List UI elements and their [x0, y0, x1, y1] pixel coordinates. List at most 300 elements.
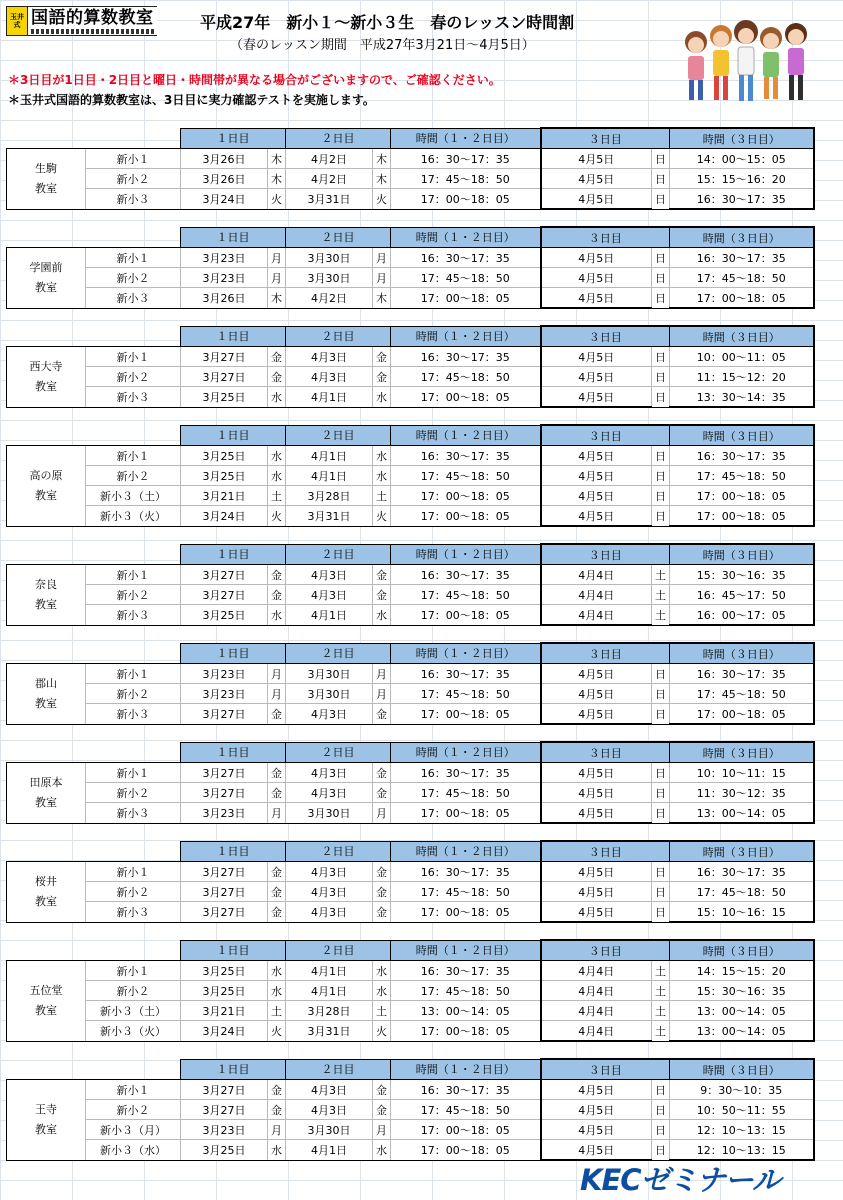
time3-cell: 16：30～17：35: [670, 248, 814, 268]
table-row: [7, 268, 814, 288]
day1-date-cell: 3月27日: [181, 902, 268, 923]
time3-cell: 16：30～17：35: [670, 862, 814, 882]
day1-date-cell: 3月25日: [181, 446, 268, 466]
table-row: [7, 664, 814, 684]
day1-weekday-cell: 金: [268, 902, 286, 923]
day1-date-cell: 3月27日: [181, 704, 268, 725]
day2-date-cell: 4月1日: [286, 466, 373, 486]
school-name: 田原本: [29, 775, 63, 789]
day3-date-cell: 4月5日: [541, 704, 652, 725]
day1-weekday-cell: 月: [268, 248, 286, 268]
time3-cell: 17：45～18：50: [670, 466, 814, 486]
time3-cell: 16：30～17：35: [670, 446, 814, 466]
day1-weekday-cell: 金: [268, 585, 286, 605]
day3-date-cell: 4月5日: [541, 169, 652, 189]
day3-date-cell: 4月5日: [541, 1140, 652, 1161]
header-day1: １日目: [181, 742, 286, 763]
time3-cell: 13：00～14：05: [670, 1021, 814, 1042]
day1-weekday-cell: 月: [268, 684, 286, 704]
schedule-table: [6, 127, 815, 210]
day2-date-cell: 4月1日: [286, 387, 373, 408]
empty-corner-cell: [7, 227, 181, 248]
day2-date-cell: 4月3日: [286, 1080, 373, 1100]
header-time12: 時間（１・２日目）: [391, 841, 541, 862]
grade-cell: 新小１: [86, 763, 181, 783]
school-suffix: 教室: [35, 1122, 57, 1136]
school-name-cell: [7, 149, 86, 210]
time3-cell: 15：30～16：35: [670, 565, 814, 585]
day1-weekday-cell: 金: [268, 1080, 286, 1100]
day2-date-cell: 3月31日: [286, 189, 373, 210]
table-row: [7, 1120, 814, 1140]
day3-weekday-cell: 日: [652, 902, 670, 923]
grade-cell: 新小１: [86, 248, 181, 268]
day1-date-cell: 3月24日: [181, 1021, 268, 1042]
grade-cell: 新小１: [86, 347, 181, 367]
day2-date-cell: 3月31日: [286, 1021, 373, 1042]
day2-weekday-cell: 火: [373, 1021, 391, 1042]
day1-date-cell: 3月23日: [181, 684, 268, 704]
day2-weekday-cell: 月: [373, 664, 391, 684]
grade-cell: 新小３: [86, 288, 181, 309]
day3-date-cell: 4月4日: [541, 1001, 652, 1021]
grade-cell: 新小２: [86, 466, 181, 486]
table-row: [7, 882, 814, 902]
day1-weekday-cell: 金: [268, 367, 286, 387]
day3-date-cell: 4月5日: [541, 664, 652, 684]
day2-weekday-cell: 土: [373, 1001, 391, 1021]
empty-corner-cell: [7, 425, 181, 446]
day3-weekday-cell: 日: [652, 664, 670, 684]
table-row: [7, 803, 814, 824]
day3-date-cell: 4月5日: [541, 446, 652, 466]
day2-weekday-cell: 火: [373, 506, 391, 527]
day1-date-cell: 3月25日: [181, 1140, 268, 1161]
time12-cell: 16：30～17：35: [391, 1080, 541, 1100]
empty-corner-cell: [7, 128, 181, 149]
time3-cell: 10：10～11：15: [670, 763, 814, 783]
day2-date-cell: 3月28日: [286, 486, 373, 506]
day3-date-cell: 4月5日: [541, 763, 652, 783]
time3-cell: 17：00～18：05: [670, 486, 814, 506]
day1-weekday-cell: 木: [268, 169, 286, 189]
child-figure-1: [685, 31, 707, 100]
schedule-table: [6, 226, 815, 309]
header-day1: １日目: [181, 227, 286, 248]
time3-cell: 15：30～16：35: [670, 981, 814, 1001]
header-day1: １日目: [181, 326, 286, 347]
day2-date-cell: 4月3日: [286, 1100, 373, 1120]
header-day1: １日目: [181, 940, 286, 961]
schedule-table: [6, 939, 815, 1042]
table-row: [7, 387, 814, 408]
day2-weekday-cell: 金: [373, 862, 391, 882]
time12-cell: 16：30～17：35: [391, 664, 541, 684]
school-suffix: 教室: [35, 379, 57, 393]
day2-weekday-cell: 月: [373, 268, 391, 288]
day1-weekday-cell: 火: [268, 1021, 286, 1042]
day1-date-cell: 3月27日: [181, 565, 268, 585]
school-name: 生駒: [35, 161, 57, 175]
time12-cell: 17：00～18：05: [391, 704, 541, 725]
day2-weekday-cell: 金: [373, 347, 391, 367]
header-day3: ３日目: [541, 643, 670, 664]
time3-cell: 16：30～17：35: [670, 189, 814, 210]
day3-date-cell: 4月5日: [541, 803, 652, 824]
day1-weekday-cell: 月: [268, 268, 286, 288]
header-day2: ２日目: [286, 227, 391, 248]
grade-cell: 新小３: [86, 387, 181, 408]
time3-cell: 16：00～17：05: [670, 605, 814, 626]
header-time3: 時間（３日目）: [670, 841, 814, 862]
table-row: [7, 1001, 814, 1021]
day3-weekday-cell: 日: [652, 486, 670, 506]
grade-cell: 新小３: [86, 189, 181, 210]
header-row: [7, 326, 814, 347]
child-figure-4: [760, 27, 782, 99]
grade-cell: 新小２: [86, 981, 181, 1001]
day3-weekday-cell: 日: [652, 446, 670, 466]
day3-date-cell: 4月5日: [541, 288, 652, 309]
grade-cell: 新小１: [86, 961, 181, 981]
time12-cell: 17：00～18：05: [391, 803, 541, 824]
header-time3: 時間（３日目）: [670, 742, 814, 763]
time3-cell: 13：00～14：05: [670, 803, 814, 824]
day1-date-cell: 3月25日: [181, 466, 268, 486]
time3-cell: 15：10～16：15: [670, 902, 814, 923]
table-row: [7, 347, 814, 367]
table-row: [7, 684, 814, 704]
table-row: [7, 1080, 814, 1100]
school-block: [0, 127, 843, 210]
day2-weekday-cell: 土: [373, 486, 391, 506]
day1-date-cell: 3月24日: [181, 189, 268, 210]
grade-cell: 新小３: [86, 902, 181, 923]
day1-weekday-cell: 火: [268, 506, 286, 527]
grade-cell: 新小２: [86, 367, 181, 387]
empty-corner-cell: [7, 544, 181, 565]
day3-date-cell: 4月5日: [541, 347, 652, 367]
time12-cell: 17：00～18：05: [391, 288, 541, 309]
day2-weekday-cell: 月: [373, 684, 391, 704]
header-day1: １日目: [181, 544, 286, 565]
schedule-table: [6, 741, 815, 824]
school-name-cell: [7, 664, 86, 725]
day2-weekday-cell: 金: [373, 704, 391, 725]
header-row: [7, 425, 814, 446]
time3-cell: 14：15～15：20: [670, 961, 814, 981]
table-row: [7, 1140, 814, 1161]
day2-weekday-cell: 火: [373, 189, 391, 210]
day2-date-cell: 4月1日: [286, 1140, 373, 1161]
day1-weekday-cell: 水: [268, 446, 286, 466]
day3-weekday-cell: 日: [652, 1120, 670, 1140]
day2-date-cell: 4月3日: [286, 347, 373, 367]
day3-date-cell: 4月5日: [541, 248, 652, 268]
school-name: 西大寺: [29, 359, 63, 373]
table-row: [7, 981, 814, 1001]
time12-cell: 17：45～18：50: [391, 367, 541, 387]
day1-weekday-cell: 水: [268, 387, 286, 408]
day3-weekday-cell: 日: [652, 288, 670, 309]
empty-corner-cell: [7, 940, 181, 961]
day1-weekday-cell: 水: [268, 981, 286, 1001]
table-row: [7, 169, 814, 189]
header-time3: 時間（３日目）: [670, 128, 814, 149]
header-day2: ２日目: [286, 326, 391, 347]
header-day3: ３日目: [541, 227, 670, 248]
time12-cell: 17：00～18：05: [391, 902, 541, 923]
day1-date-cell: 3月27日: [181, 862, 268, 882]
time3-cell: 12：10～13：15: [670, 1140, 814, 1161]
day3-weekday-cell: 土: [652, 1021, 670, 1042]
day2-weekday-cell: 月: [373, 1120, 391, 1140]
grade-cell: 新小２: [86, 684, 181, 704]
day2-weekday-cell: 水: [373, 961, 391, 981]
time3-cell: 17：00～18：05: [670, 506, 814, 527]
header-day1: １日目: [181, 128, 286, 149]
day2-weekday-cell: 木: [373, 149, 391, 169]
header-row: [7, 742, 814, 763]
day1-date-cell: 3月25日: [181, 387, 268, 408]
children-illustration: [676, 12, 816, 112]
day3-weekday-cell: 日: [652, 783, 670, 803]
header-day1: １日目: [181, 643, 286, 664]
time12-cell: 17：00～18：05: [391, 1140, 541, 1161]
table-row: [7, 862, 814, 882]
day2-weekday-cell: 金: [373, 882, 391, 902]
grade-cell: 新小３（土）: [86, 1001, 181, 1021]
school-name-cell: [7, 763, 86, 824]
notice-red: ＊3日目が1日目・2日目と曜日・時間帯が異なる場合がございますので、ご確認ください。: [8, 73, 501, 87]
header-time3: 時間（３日目）: [670, 643, 814, 664]
day3-weekday-cell: 日: [652, 763, 670, 783]
day1-date-cell: 3月23日: [181, 248, 268, 268]
day3-weekday-cell: 土: [652, 605, 670, 626]
day3-date-cell: 4月5日: [541, 268, 652, 288]
day1-date-cell: 3月25日: [181, 961, 268, 981]
table-row: [7, 783, 814, 803]
time3-cell: 15：15～16：20: [670, 169, 814, 189]
school-name-cell: [7, 1080, 86, 1161]
day3-date-cell: 4月4日: [541, 605, 652, 626]
school-name-cell: [7, 248, 86, 309]
day3-weekday-cell: 日: [652, 268, 670, 288]
grade-cell: 新小３（火）: [86, 1021, 181, 1042]
time12-cell: 16：30～17：35: [391, 961, 541, 981]
header-time3: 時間（３日目）: [670, 940, 814, 961]
day1-weekday-cell: 金: [268, 1100, 286, 1120]
grade-cell: 新小１: [86, 1080, 181, 1100]
grade-cell: 新小１: [86, 149, 181, 169]
page-title: 平成27年 新小１～新小３生 春のレッスン時間割: [200, 13, 575, 32]
day3-weekday-cell: 日: [652, 506, 670, 527]
day1-date-cell: 3月27日: [181, 763, 268, 783]
time3-cell: 17：45～18：50: [670, 684, 814, 704]
table-row: [7, 248, 814, 268]
day1-weekday-cell: 金: [268, 882, 286, 902]
day1-date-cell: 3月27日: [181, 1100, 268, 1120]
header-time3: 時間（３日目）: [670, 227, 814, 248]
header-day3: ３日目: [541, 326, 670, 347]
day3-weekday-cell: 日: [652, 862, 670, 882]
time12-cell: 16：30～17：35: [391, 446, 541, 466]
header-time12: 時間（１・２日目）: [391, 742, 541, 763]
time3-cell: 17：45～18：50: [670, 268, 814, 288]
grade-cell: 新小１: [86, 565, 181, 585]
child-figure-2: [710, 25, 732, 100]
day2-date-cell: 3月28日: [286, 1001, 373, 1021]
day3-weekday-cell: 日: [652, 367, 670, 387]
day3-weekday-cell: 日: [652, 347, 670, 367]
child-figure-5: [785, 23, 807, 100]
school-name: 奈良: [35, 577, 57, 591]
school-suffix: 教室: [35, 696, 57, 710]
table-row: [7, 1021, 814, 1042]
day2-weekday-cell: 金: [373, 783, 391, 803]
time3-cell: 13：00～14：05: [670, 1001, 814, 1021]
header-time12: 時間（１・２日目）: [391, 425, 541, 446]
day2-date-cell: 3月30日: [286, 248, 373, 268]
day1-date-cell: 3月26日: [181, 288, 268, 309]
day3-weekday-cell: 日: [652, 466, 670, 486]
empty-corner-cell: [7, 326, 181, 347]
grade-cell: 新小２: [86, 1100, 181, 1120]
table-row: [7, 189, 814, 210]
day2-date-cell: 3月30日: [286, 268, 373, 288]
schedule-table: [6, 424, 815, 527]
table-row: [7, 763, 814, 783]
school-block: [0, 741, 843, 824]
day2-date-cell: 4月3日: [286, 763, 373, 783]
table-row: [7, 605, 814, 626]
day3-weekday-cell: 日: [652, 169, 670, 189]
table-row: [7, 486, 814, 506]
day1-weekday-cell: 金: [268, 565, 286, 585]
time12-cell: 17：45～18：50: [391, 268, 541, 288]
day2-date-cell: 3月30日: [286, 684, 373, 704]
day1-date-cell: 3月23日: [181, 803, 268, 824]
day1-weekday-cell: 土: [268, 1001, 286, 1021]
header-time3: 時間（３日目）: [670, 425, 814, 446]
school-suffix: 教室: [35, 1003, 57, 1017]
day2-date-cell: 4月3日: [286, 882, 373, 902]
header-day3: ３日目: [541, 544, 670, 565]
school-name: 桜井: [35, 874, 57, 888]
table-row: [7, 367, 814, 387]
day2-date-cell: 4月3日: [286, 902, 373, 923]
table-row: [7, 585, 814, 605]
day3-weekday-cell: 日: [652, 684, 670, 704]
time3-cell: 13：30～14：35: [670, 387, 814, 408]
day1-weekday-cell: 水: [268, 466, 286, 486]
header-day1: １日目: [181, 425, 286, 446]
table-row: [7, 565, 814, 585]
table-row: [7, 149, 814, 169]
day2-weekday-cell: 水: [373, 446, 391, 466]
child-figure-3: [734, 20, 758, 101]
day2-date-cell: 3月31日: [286, 506, 373, 527]
page-subtitle: （春のレッスン期間 平成27年3月21日～4月5日）: [230, 38, 535, 53]
header-time12: 時間（１・２日目）: [391, 326, 541, 347]
time12-cell: 17：00～18：05: [391, 189, 541, 210]
day2-weekday-cell: 金: [373, 565, 391, 585]
day3-weekday-cell: 土: [652, 961, 670, 981]
header-day3: ３日目: [541, 128, 670, 149]
table-row: [7, 288, 814, 309]
table-row: [7, 1100, 814, 1120]
day2-date-cell: 4月1日: [286, 981, 373, 1001]
time3-cell: 10：00～11：05: [670, 347, 814, 367]
day1-weekday-cell: 月: [268, 1120, 286, 1140]
brand-logo: [6, 6, 157, 36]
day2-date-cell: 4月3日: [286, 783, 373, 803]
time12-cell: 17：45～18：50: [391, 882, 541, 902]
day2-weekday-cell: 金: [373, 902, 391, 923]
time12-cell: 17：45～18：50: [391, 1100, 541, 1120]
logo-badge: 玉井式: [6, 6, 28, 36]
header-row: [7, 1059, 814, 1080]
day1-date-cell: 3月23日: [181, 664, 268, 684]
day3-date-cell: 4月5日: [541, 862, 652, 882]
time12-cell: 13：00～14：05: [391, 1001, 541, 1021]
school-block: [0, 325, 843, 408]
day3-date-cell: 4月5日: [541, 902, 652, 923]
header-row: [7, 544, 814, 565]
school-name: 郡山: [35, 676, 57, 690]
time12-cell: 17：45～18：50: [391, 466, 541, 486]
time12-cell: 17：45～18：50: [391, 981, 541, 1001]
day3-weekday-cell: 土: [652, 1001, 670, 1021]
time12-cell: 17：00～18：05: [391, 387, 541, 408]
header-time12: 時間（１・２日目）: [391, 544, 541, 565]
header-time12: 時間（１・２日目）: [391, 1059, 541, 1080]
school-block: [0, 1058, 843, 1161]
day1-weekday-cell: 火: [268, 189, 286, 210]
header-time12: 時間（１・２日目）: [391, 128, 541, 149]
time12-cell: 16：30～17：35: [391, 565, 541, 585]
day1-weekday-cell: 木: [268, 288, 286, 309]
day2-weekday-cell: 木: [373, 288, 391, 309]
school-name: 学園前: [29, 260, 63, 274]
day3-date-cell: 4月5日: [541, 486, 652, 506]
day2-date-cell: 4月2日: [286, 288, 373, 309]
school-suffix: 教室: [35, 488, 57, 502]
day1-date-cell: 3月21日: [181, 486, 268, 506]
time12-cell: 17：45～18：50: [391, 684, 541, 704]
day2-date-cell: 3月30日: [286, 803, 373, 824]
day3-weekday-cell: 土: [652, 585, 670, 605]
day1-weekday-cell: 月: [268, 803, 286, 824]
header-day1: １日目: [181, 841, 286, 862]
day1-weekday-cell: 土: [268, 486, 286, 506]
day3-weekday-cell: 土: [652, 565, 670, 585]
day2-date-cell: 4月3日: [286, 565, 373, 585]
time12-cell: 17：00～18：05: [391, 486, 541, 506]
header-time12: 時間（１・２日目）: [391, 643, 541, 664]
day1-date-cell: 3月27日: [181, 367, 268, 387]
day1-date-cell: 3月21日: [181, 1001, 268, 1021]
header-day2: ２日目: [286, 425, 391, 446]
school-name: 王寺: [35, 1102, 57, 1116]
day3-date-cell: 4月5日: [541, 1100, 652, 1120]
school-suffix: 教室: [35, 894, 57, 908]
time3-cell: 9：30～10：35: [670, 1080, 814, 1100]
school-name-cell: [7, 446, 86, 527]
school-block: [0, 226, 843, 309]
day2-date-cell: 4月3日: [286, 367, 373, 387]
time12-cell: 16：30～17：35: [391, 763, 541, 783]
